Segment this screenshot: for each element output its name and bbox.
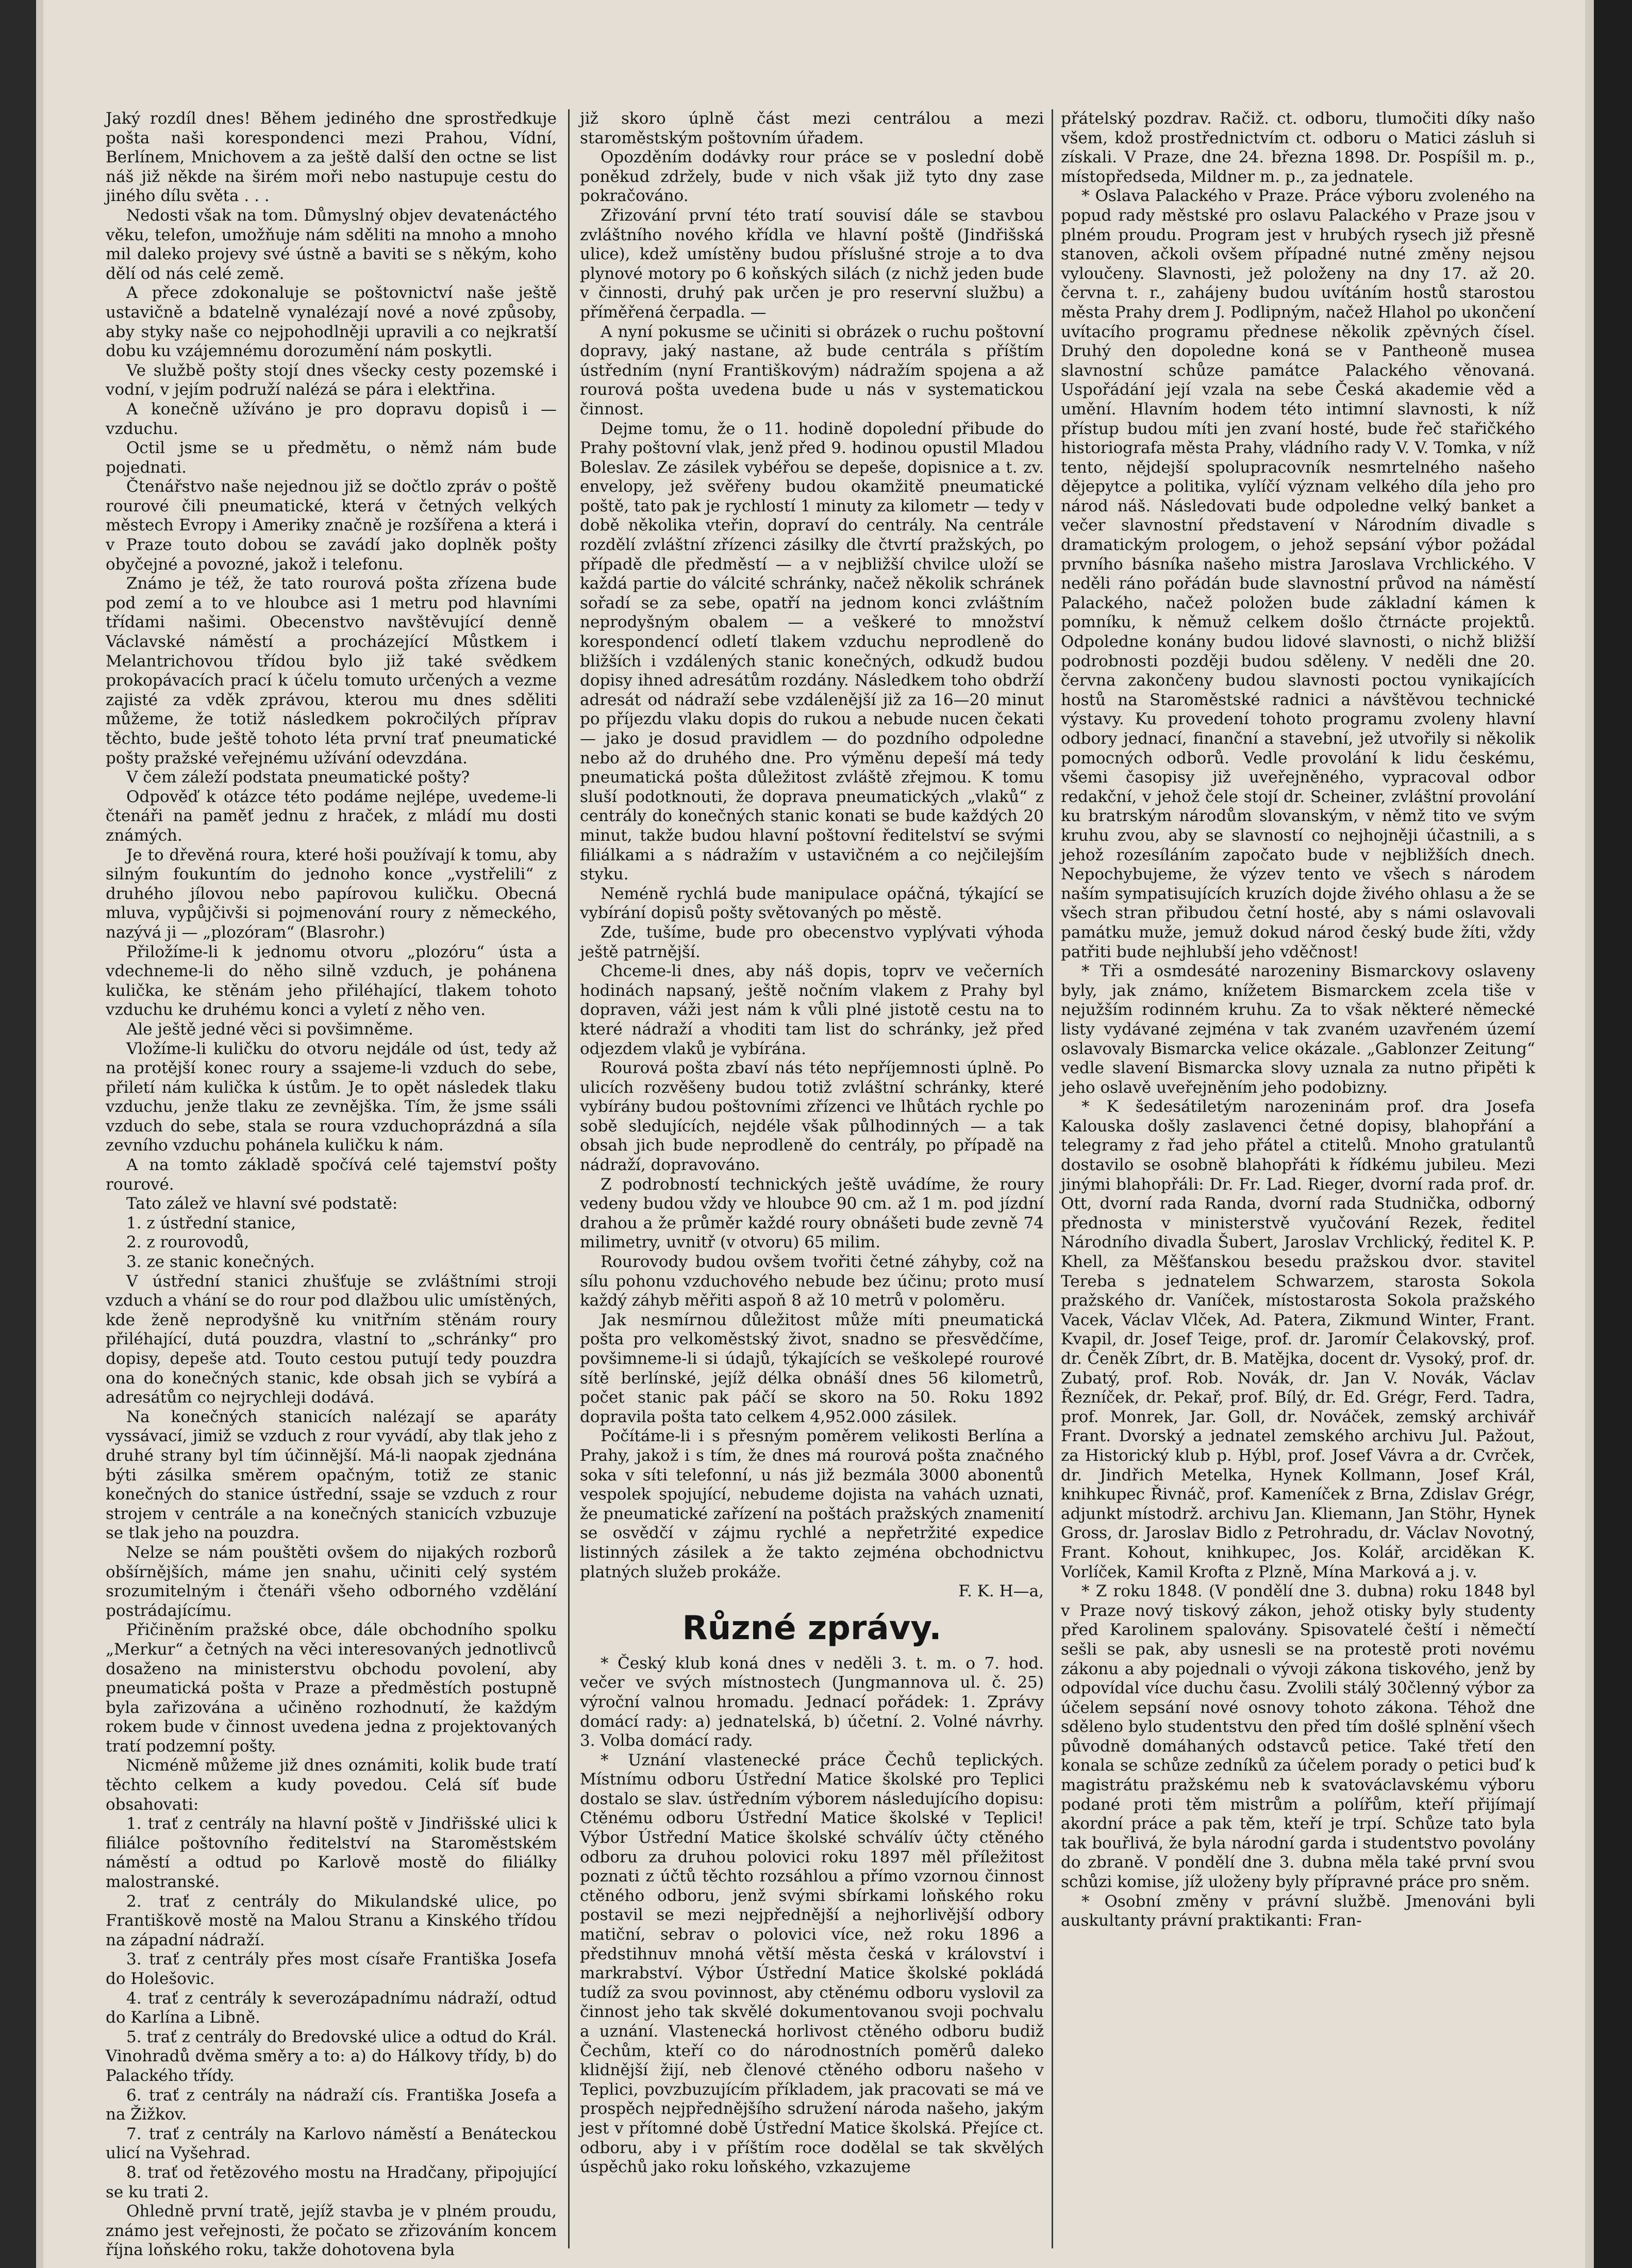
list-item: 1. trať z centrály na hlavní poště v Jindřišské ulici k filiálce poštovního ředitelství na Staroměstském náměstí a odtud po Karlově mostě do filiálky malostranské. bbox=[106, 1814, 557, 1892]
paragraph: Ohledně první tratě, jejíž stavba je v plném proudu, známo jest veřejnosti, že počato se zřizováním koncem října loňského roku, takže dohotovena byla bbox=[106, 2202, 557, 2260]
list-item: 3. trať z centrály přes most císaře Františka Josefa do Holešovic. bbox=[106, 1950, 557, 1988]
scan-border-left bbox=[0, 0, 36, 2268]
paragraph: V čem záleží podstata pneumatické pošty? bbox=[126, 768, 470, 787]
paragraph: Nicméně můžeme již dnes oznámiti, kolik bude tratí těchto celkem a kudy povedou. Celá síť bude obsahovati: bbox=[106, 1756, 557, 1814]
paragraph: Zřizování první této tratí souvisí dále se stavbou zvláštního nového křídla ve hlavní poště (Jindřišská ulice), kdež umístěny budou příslušné stroje a to dva plynové motory po 6 koňských silách (z nichž jeden bude v činnosti, druhý pak určen je pro reservní službu) a příměřená čerpadla. — bbox=[580, 206, 1044, 322]
paragraph: Čtenářstvo naše nejednou již se dočtlo zpráv o poště rourové čili pneumatické, která v četných velkých městech Evropy i Ameriky značně je rozšířena a která i v Praze touto dobou se zavádí jako doplněk pošty obyčejné a povozné, jakož i telefonu. bbox=[106, 477, 557, 574]
news-item: * K šedesátiletým narozeninám prof. dra Josefa Kalouska došly zaslavenci četné dopisy, blahopřání a telegramy z řad jeho přátel a ctitelů. Mnoho gratulantů dostavilo se osobně blahopřáti k řídkému jubileu. Mezi jinými blahopřáli: Dr. Fr. Lad. Rieger, dvorní rada prof. dr. Ott, dvorní rada Randa, dvorní rada Studnička, odborný přednosta v ministerstvě vyučování Rezek, ředitel Národního divadla Šubert, Jaroslav Vrchlický, ředitel K. P. Khell, za Měšťanskou besedu pražskou dvor. stavitel Tereba s jednatelem Schwarzem, starosta Sokola pražského dr. Vaníček, místostarosta Sokola pražského Vacek, Václav Vlček, Ad. Patera, Zikmund Winter, Frant. Kvapil, dr. Josef Teige, prof. dr. Jaromír Čelakovský, prof. dr. Čeněk Zíbrt, dr. B. Matějka, docent dr. Vysoký, prof. dr. Zubatý, prof. Rob. Novák, dr. Jan V. Novák, Václav Řezníček, dr. Pekař, prof. Bílý, dr. Ed. Grégr, Ferd. Tadra, prof. Monrek, Jar. Goll, dr. Nováček, zemský archivář Frant. Dvorský a jednatel zemského archivu Jul. Pažout, za Historický klub p. Hýbl, prof. Josef Vávra a dr. Cvrček, dr. Jindřich Metelka, Hynek Kollmann, Josef Král, knihkupec Řivnáč, prof. Kameníček z Brna, Zdislav Grégr, adjunkt místodrž. archivu Jan. Kliemann, Jan Stöhr, Hynek Gross, dr. Jaroslav Bidlo z Petrohradu, dr. Václav Novotný, Frant. Kohout, knihkupec, Jos. Kolář, arciděkan K. Vorlíček, Kamil Krofta z Plzně, Mína Marková a j. v. bbox=[1061, 1097, 1535, 1581]
paragraph: Přiložíme-li k jednomu otvoru „plozóru“ ústa a vdechneme-li do něho silně vzduch, je pohánena kulička, ke stěnám jeho přiléhající, tlakem tohoto vzduchu ke druhému konci a vyletí z něho ven. bbox=[106, 942, 557, 1020]
paragraph: Vložíme-li kuličku do otvoru nejdále od úst, tedy až na protější konec roury a ssajeme-li vzduch do sebe, přiletí nám kulička k ústům. Je to opět následek tlaku vzduchu, jenže tlaku ze zevnějška. Tím, že jsme ssáli vzduch do sebe, stala se roura vzduchoprázdná a síla zevního vzduchu pohánela kuličku k nám. bbox=[106, 1039, 557, 1155]
news-item: * Český klub koná dnes v neděli 3. t. m. o 7. hod. večer ve svých místnostech (Jungmannova ul. č. 25) výroční valnou hromadu. Jednací pořádek: 1. Zprávy domácí rady: a) jednatelská, b) účetní. 2. Volné návrhy. 3. Volba domácí rady. bbox=[580, 1654, 1044, 1750]
list-item: 3. ze stanic konečných. bbox=[126, 1253, 315, 1272]
paragraph: Rourovody budou ovšem tvořiti četné záhyby, což na sílu pohonu vzduchového nebude bez účinu; proto musí každý záhyb měřiti aspoň 8 až 10 metrů v poloměru. bbox=[580, 1253, 1044, 1310]
paragraph: Z podrobností technických ještě uvádíme, že roury vedeny budou vždy ve hloubce 90 cm. až 1 m. pod jízdní drahou a že průměr každé roury obnášeti bude zevně 74 milimetry, uvnitř (v otvoru) 65 milim. bbox=[580, 1175, 1044, 1252]
list-item: 1. z ústřední stanice, bbox=[126, 1213, 296, 1232]
list-item: 2. z rourovodů, bbox=[126, 1233, 249, 1252]
paragraph: Zde, tušíme, bude pro obecenstvo vyplývati výhoda ještě patrnější. bbox=[580, 923, 1044, 961]
page-margin-right bbox=[1585, 0, 1594, 2268]
column-rule-2 bbox=[1052, 109, 1053, 2248]
paragraph: Nelze se nám pouštěti ovšem do nijakých rozborů obšírnějších, máme jen snahu, učiniti celý systém srozumitelným i čtenáři všeho odborného vzdělání postrádajícímu. bbox=[106, 1543, 557, 1620]
paragraph: A nyní pokusme se učiniti si obrázek o ruchu poštovní dopravy, jaký nastane, až bude centrála s příštím ústředním (nyní Františkovým) nádražím spojena a až rourová pošta uvedena bude u nás v systematickou činnost. bbox=[580, 322, 1044, 419]
list-item: 4. trať z centrály k severozápadnímu nádraží, odtud do Karlína a Libně. bbox=[106, 1989, 557, 2027]
paragraph: Jaký rozdíl dnes! Během jediného dne sprostředkuje pošta naši korespondenci mezi Prahou, Vídní, Berlínem, Mnichovem a za ještě další den octne se list náš již někde na širém moři nebo nastupuje cestu do jiného dílu světa . . . bbox=[106, 109, 557, 206]
paragraph: Je to dřevěná roura, které hoši používají k tomu, aby silným foukuntím do jednoho konce „vystřelili“ z druhého jílovou nebo papírovou kuličku. Obecná mluva, vypůjčivši si pojmenování roury z německého, nazývá ji — „plozóram“ (Blasrohr.) bbox=[106, 845, 557, 942]
paragraph: Neméně rychlá bude manipulace opáčná, týkající se vybírání dopisů pošty světovaných po městě. bbox=[580, 884, 1044, 923]
paragraph: Octil jsme se u předmětu, o němž nám bude pojednati. bbox=[106, 439, 557, 477]
paragraph: již skoro úplně část mezi centrálou a mezi staroměstským poštovním úřadem. bbox=[580, 109, 1044, 147]
paragraph: Odpověď k otázce této podáme nejlépe, uvedeme-li čtenáři na paměť jednu z hraček, z mládí mu dosti známých. bbox=[106, 787, 557, 845]
column-3 bbox=[1061, 109, 1535, 2248]
news-item: * Z roku 1848. (V pondělí dne 3. dubna) roku 1848 byl v Praze nový tiskový zákon, jehož otisky byly studenty před Karolinem spalovány. Spisovatelé čeští i němečtí sešli se pak, aby usnesli se na protestě proti novému zákonu a aby pojednali o vývoji zákona tiskového, jenž by odpovídal více duchu času. Zvolili stálý 30členný výbor za účelem sepsání nové osnovy tohoto zákona. Téhož dne sděleno bylo studentstvu den před tím došlé splnění všech původně domáhaných odstavců petice. Také třetí den konala se schůze zedníků za účelem porady o petici buď k magistrátu pražskému neb k svatováclavskému výboru podané proti těm mistrům a polířům, kteří přijímají akordní práce a pak těm, kteří je trpí. Schůze tato byla tak bouřlivá, že byla národní garda i studentstvo povolány do zbraně. V pondělí dne 3. dubna měla také první svou schůzi komise, jíž uloženy byly přípravné práce pro sněm. bbox=[1061, 1582, 1535, 1892]
paragraph: A na tomto základě spočívá celé tajemství pošty rourové. bbox=[106, 1156, 557, 1194]
paragraph: Ale ještě jedné věci si povšimněme. bbox=[126, 1020, 413, 1039]
column-rule-1 bbox=[568, 109, 570, 2248]
paragraph: Rourová pošta zbaví nás této nepříjemnosti úplně. Po ulicích rozvěšeny budou totiž zvláštní schránky, které vybírány budou poštovními zřízenci ve lhůtách rychle po sobě sledujících, nejdéle však půlhodinných — a tak obsah jich bude neprodleně do centrály, po případě na nádraží, dopravováno. bbox=[580, 1059, 1044, 1175]
paragraph: A přece zdokonaluje se poštovnictví naše ještě ustavičně a bdatelně vynalézají nové a nové způsoby, aby styky naše co nejpohodlněji upravili a co nejkratší dobu ku vzájemnému dorozumění nám poskytli. bbox=[106, 284, 557, 361]
news-item: * Oslava Palackého v Praze. Práce výboru zvoleného na popud rady městské pro oslavu Palackého v Praze jsou v plném proudu. Program jest v hrubých rysech již přesně stanoven, ačkoli ovšem případné nutné změny nejsou vyloučeny. Slavnosti, jež položeny na dny 17. až 20. června t. r., zahájeny budou uvítáním hostů starostou města Prahy drem J. Podlipným, načež Hlahol po ukončení uvítacího programu přednese několik zpěvných čísel. Druhý den dopoledne koná se v Pantheoně musea slavnostní schůze památce Palackého věnovaná. Uspořádání její vzala na sebe Česká akademie věd a umění. Hlavním hodem této intimní slavnosti, k níž přístup budou míti jen zvaní hosté, bude řeč stařičkého historiografa města Prahy, vládního rady V. V. Tomka, v níž tento, nějdejší spolupracovník nesmrtelného našeho dějepytce a politika, vylíčí význam velkého díla jeho pro národ náš. Následovati bude odpoledne velký banket a večer slavnostní představení v Národním divadle s dramatickým prologem, o jehož sepsání výbor požádal prvního básníka našeho mistra Jaroslava Vrchlického. V neděli ráno pořádán bude slavnostní průvod na náměstí Palackého, načež položen bude základní kámen k pomníku, k němuž celkem došlo čtrnácte projektů. Odpoledne konány budou lidové slavnosti, o nichž bližší podrobnosti později budou sděleny. V neděli dne 20. června zakončeny budou slavnosti poctou vynikajících hostů na Staroměstské radnici a návštěvou technické výstavy. Ku provedení tohoto programu zvoleny hlavní odbory jednací, finanční a stavební, jež utvořily si několik pomocných odborů. Vedle provolání k lidu českému, všemi časopisy již uveřejněného, vypracoval odbor redakční, v jehož čele stojí dr. Scheiner, zvláštní provolání ku bratrským národům slovanským, v němž tito ve svým kruhu zvou, aby se slavností co nejhojněji účastnili, a s jehož rozesíláním započato bude v nejbližších dnech. Nepochybujeme, že výzev tento ve všech s národem naším sympatisujících kruzích dojde živého ohlasu a že se všech stran přibudou četní hosté, aby s námi oslavovali památku muže, jemuž dokud národ český bude žíti, vždy patřiti bude nejhlubší jeho vděčnost! bbox=[1061, 187, 1535, 961]
paragraph: Tato zálež ve hlavní své podstatě: bbox=[126, 1194, 398, 1213]
paragraph: Opozděním dodávky rour práce se v poslední době poněkud zdržely, bude v nich však již tyto dny zase pokračováno. bbox=[580, 148, 1044, 206]
column-2 bbox=[580, 109, 1044, 2248]
paragraph: Nedosti však na tom. Důmyslný objev devatenáctého věku, telefon, umožňuje nám sděliti na mnoho a mnoho mil daleko projevy své ústně a baviti se s někým, koho dělí od nás celé země. bbox=[106, 206, 557, 283]
paragraph: Na konečných stanicích nalézají se aparáty vyssávací, jimiž se vzduch z rour vyvádí, aby tlak jeho z druhé strany byl tím účinnější. Má-li naopak zjednána býti zásilka směrem opačným, totiž ze stanic konečných do stanice ústřední, ssaje se vzduch z rour strojem v centrále a na konečných stanicích vzbuzuje se tlak jeho na pouzdra. bbox=[106, 1407, 557, 1543]
paragraph: Chceme-li dnes, aby náš dopis, toprv ve večerních hodinách napsaný, ještě nočním vlakem z Prahy byl dopraven, váži jest nám k vůli plné jistotě cestu na to které nádraží a vhoditi tam list do schránky, jež před odjezdem vlaků je vybírána. bbox=[580, 962, 1044, 1058]
paragraph: Ve službě pošty stojí dnes všecky cesty pozemské i vodní, v jejím podruží nalézá se pára i elektřina. bbox=[106, 361, 557, 399]
paragraph: A konečně užíváno je pro dopravu dopisů i — vzduchu. bbox=[106, 399, 557, 438]
news-item: * Osobní změny v právní službě. Jmenováni byli auskultanty právní praktikanti: Fran- bbox=[1061, 1892, 1535, 1930]
news-item: * Tři a osmdesáté narozeniny Bismarckovy oslaveny byly, jak známo, knížetem Bismarckem zcela tiše v nejužším rodinném kruhu. Za to však některé německé listy vydávané zejména v tak zvaném uzavřeném území oslavovaly Bismarcka velice okázale. „Gablonzer Zeitung“ vedle slavení Bismarcka slovy uznala za nutno připěti k jeho oslavě uveřejněním jeho podobizny. bbox=[1061, 962, 1535, 1097]
section-heading: Různé zprávy. bbox=[682, 1609, 942, 1647]
news-item: * Uznání vlastenecké práce Čechů teplických. Místnímu odboru Ústřední Matice školské pro Teplici dostalo se slav. ústředním výborem následujícího dopisu: Ctěnému odboru Ústřední Matice školské v Teplici! Výbor Ústřední Matice školské schválív účty ctěného odboru za druhou polovici roku 1897 měl příležitost poznati z účtů těchto rozsáhlou a přímo vzornou činnost ctěného odboru, jenž svými sbírkami loňského roku postavil se mezi nejpřednější a nejhorlivější odbory matiční, sebrav o polovici více, než roku 1896 a předstihnuv mnohá větší města česká v království i markrabství. Výbor Ústřední Matice školské pokládá tudíž za svou povinnost, aby ctěnému odboru vyslovil za činnost jeho tak skvělé dokumentovanou svoji pochvalu a uznání. Vlastenecká horlivost ctěného odboru budiž Čechům, kteří co do národnostních poměrů daleko klidnější žijí, neb členové ctěného odboru našeho v Teplici, povzbuzujícím příkladem, jak pracovati se má ve prospěch nejpřednějšího sdružení národa našeho, jakým jest v přítomné době Ústřední Matice školská. Přejíce ct. odboru, aby i v příštím roce dodělal se tak skvělých úspěchů jako roku loňského, vzkazujeme bbox=[580, 1750, 1044, 2177]
paragraph: Jak nesmírnou důležitost může míti pneumatická pošta pro velkoměstský život, snadno se přesvědčíme, povšimneme-li si údajů, týkajících se veškolepé rourové sítě berlínské, jejíž délka obnáší dnes 56 kilometrů, počet stanic pak páčí se skoro na 50. Roku 1892 dopravila pošta tato celkem 4,952.000 zásilek. bbox=[580, 1310, 1044, 1426]
list-item: 7. trať z centrály na Karlovo náměstí a Benáteckou ulicí na Vyšehrad. bbox=[106, 2124, 557, 2163]
column-1 bbox=[106, 109, 557, 2260]
paragraph: Známo je též, že tato rourová pošta zřízena bude pod zemí a to ve hloubce asi 1 metru pod hlavními třídami našimi. Obecenstvo navštěvující denně Václavské náměstí a procházející Můstkem i Melantrichovou třídou bylo již také svědkem prokopávacích prací k účelu tomuto určených a vezme zajisté za vděk zprávou, kterou mu dnes sděliti můžeme, že totiž následkem pokročilých příprav těchto, bude ještě tohoto léta první trať pneumatické pošty pražské veřejnému užívání odevzdána. bbox=[106, 574, 557, 768]
author-signature: F. K. H—a, bbox=[958, 1582, 1044, 1601]
list-item: 6. trať z centrály na nádraží cís. Františka Josefa a na Žižkov. bbox=[106, 2086, 557, 2124]
paragraph: Dejme tomu, že o 11. hodině dopolední přibude do Prahy poštovní vlak, jenž před 9. hodinou opustil Mladou Boleslav. Ze zásilek vybéřou se depeše, dopisnice a t. zv. envelopy, jež svěřeny budou okamžitě pneumatické poště, tato pak je rychlostí 1 minuty za kilometr — tedy v době několika vteřin, dopraví do centrály. Na centrále rozdělí zvláštní zřízenci zásilky dle čtvrtí pražských, po případě dle předměstí — a v nejbližší chvilce uloží se každá partie do válcité schránky, načež několik schránek sořadí se za sebe, opatří na jednom konci zvláštním neprodyšným obalem — a veškeré to množství korespondencí odletí tlakem vzduchu neprodleně do bližších i vzdálených stanic konečných, odkudž budou dopisy ihned adresátům rozdány. Následkem toho obdrží adresát od nádraží sebe vzdálenější již za 16—20 minut po příjezdu vlaku dopis do rukou a nebude nucen čekati — jako je dosud pravidlem — do pozdního odpoledne nebo až do druhého dne. Pro výměnu depeší má tedy pneumatická pošta důležitost zvláště zřejmou. K tomu sluší podotknouti, že doprava pneumatických „vlaků“ z centrály do konečných stanic konati se bude každých 20 minut, takže budou hlavní poštovní ředitelství se svými filiálkami a s nádražím v ustavičném a co nejčilejším styku. bbox=[580, 419, 1044, 884]
scan-border-right bbox=[1594, 0, 1632, 2268]
page-margin-left bbox=[36, 0, 43, 2268]
list-item: 8. trať od řetězového mostu na Hradčany, připojující se ku trati 2. bbox=[106, 2163, 557, 2202]
list-item: 2. trať z centrály do Mikulandské ulice, po Františkově mostě na Malou Stranu a Kinského třídou na západní nádraží. bbox=[106, 1892, 557, 1949]
paragraph: V ústřední stanici zhušťuje se zvláštními stroji vzduch a vhání se do rour pod dlažbou ulic umístěných, kde ženě neprodyšně ku vnitřním stěnám roury přiléhající, dutá pouzdra, vlastní to „schránky“ pro dopisy, depeše atd. Touto cestou putují tedy pouzdra ona do konečných stanic, kde obsah jich se vybírá a adresátům co nejrychleji dodává. bbox=[106, 1272, 557, 1407]
list-item: 5. trať z centrály do Bredovské ulice a odtud do Král. Vinohradů dvěma směry a to: a) do Hálkovy třídy, b) do Palackého třídy. bbox=[106, 2027, 557, 2085]
paragraph: Počítáme-li i s přesným poměrem velikosti Berlína a Prahy, jakož i s tím, že dnes má rourová pošta značného soka v síti telefonní, u nás již bezmála 3000 abonentů vespolek spojující, nebudeme dojista na vahách uznati, že pneumatické zařízení na poštách pražských znamenití se osvědčí v zájmu rychlé a nepřetržité expedice listinných zásilek a že takto zejména obchodnictvu platných služeb prokáže. bbox=[580, 1427, 1044, 1581]
paragraph: Přičiněním pražské obce, dále obchodního spolku „Merkur“ a četných na věci interesovaných jednotlivců dosaženo na ministerstvu obchodu povolení, aby pneumatická pošta v Praze a předměstích postupně byla zařizována a učiněno rozhodnutí, že každým rokem bude v činnost uvedena jedna z projektovaných tratí podzemní pošty. bbox=[106, 1621, 557, 1756]
paragraph: přátelský pozdrav. Račiž. ct. odboru, tlumočiti díky našo všem, kdož prostřednictvím ct. odboru o Matici zásluh si získali. V Praze, dne 24. března 1898. Dr. Pospíšil m. p., místopředseda, Mildner m. p., za jednatele. bbox=[1061, 109, 1535, 186]
